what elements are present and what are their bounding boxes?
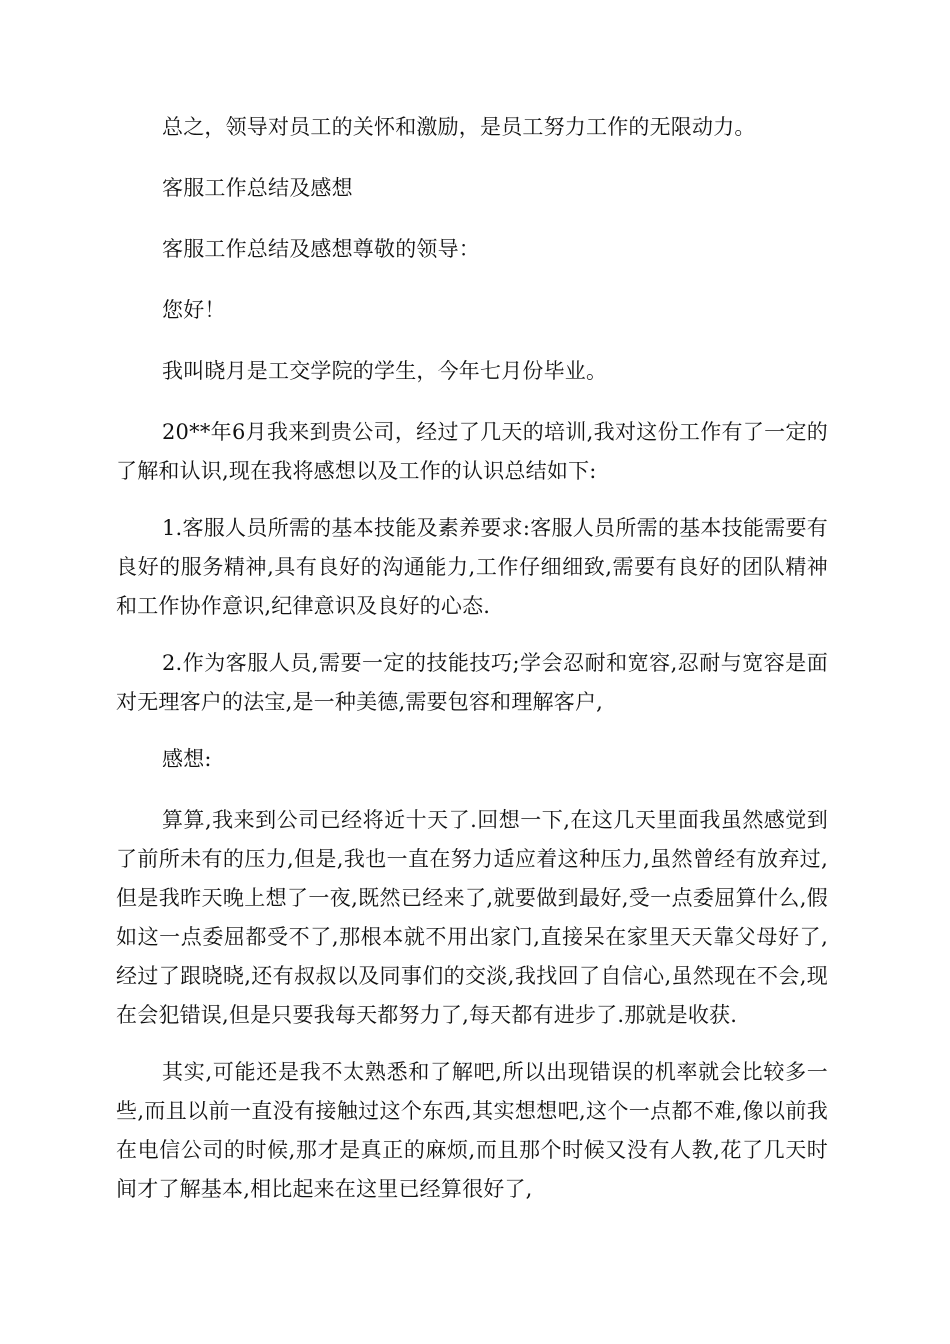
paragraph-item-1: 1.客服人员所需的基本技能及素养要求:客服人员所需的基本技能需要有良好的服务精神,具有良好的沟通能力,工作仔细细致,需要有良好的团队精神和工作协作意识,纪律意识及良好的心态. bbox=[116, 516, 828, 618]
paragraph-item-2: 2.作为客服人员,需要一定的技能技巧;学会忍耐和宽容,忍耐与宽容是面对无理客户的法宝,是一种美德,需要包容和理解客户, bbox=[116, 651, 828, 714]
paragraph-section-title: 客服工作总结及感想 bbox=[162, 176, 353, 200]
document-body bbox=[116, 108, 828, 1227]
paragraph-thoughts-heading: 感想: bbox=[162, 747, 212, 771]
paragraph-conclusion: 总之，领导对员工的关怀和激励，是员工努力工作的无限动力。 bbox=[162, 115, 756, 139]
paragraph-thoughts-2: 其实,可能还是我不太熟悉和了解吧,所以出现错误的机率就会比较多一些,而且以前一直没有接触过这个东西,其实想想吧,这个一点都不难,像以前我在电信公司的时候,那才是真正的麻烦,而且那个时候又没有人教,花了几天时间才了解基本,相比起来在这里已经算很好了, bbox=[116, 1060, 828, 1201]
paragraph-introduction: 我叫晓月是工交学院的学生，今年七月份毕业。 bbox=[162, 359, 608, 383]
paragraph-greeting: 您好！ bbox=[162, 298, 226, 322]
paragraph-arrival: 20**年6月我来到贵公司，经过了几天的培训,我对这份工作有了一定的了解和认识,现在我将感想以及工作的认识总结如下: bbox=[116, 420, 828, 483]
paragraph-salutation-title: 客服工作总结及感想尊敬的领导： bbox=[162, 237, 480, 261]
paragraph-thoughts-1: 算算,我来到公司已经将近十天了.回想一下,在这几天里面我虽然感觉到了前所未有的压力,但是,我也一直在努力适应着这种压力,虽然曾经有放弃过,但是我昨天晚上想了一夜,既然已经来了,就要做到最好,受一点委屈算什么,假如这一点委屈都受不了,那根本就不用出家门,直接呆在家里天天靠父母好了,经过了跟晓晓,还有叔叔以及同事们的交淡,我找回了自信心,虽然现在不会,现在会犯错误,但是只要我每天都努力了,每天都有进步了.那就是收获. bbox=[116, 808, 828, 1027]
